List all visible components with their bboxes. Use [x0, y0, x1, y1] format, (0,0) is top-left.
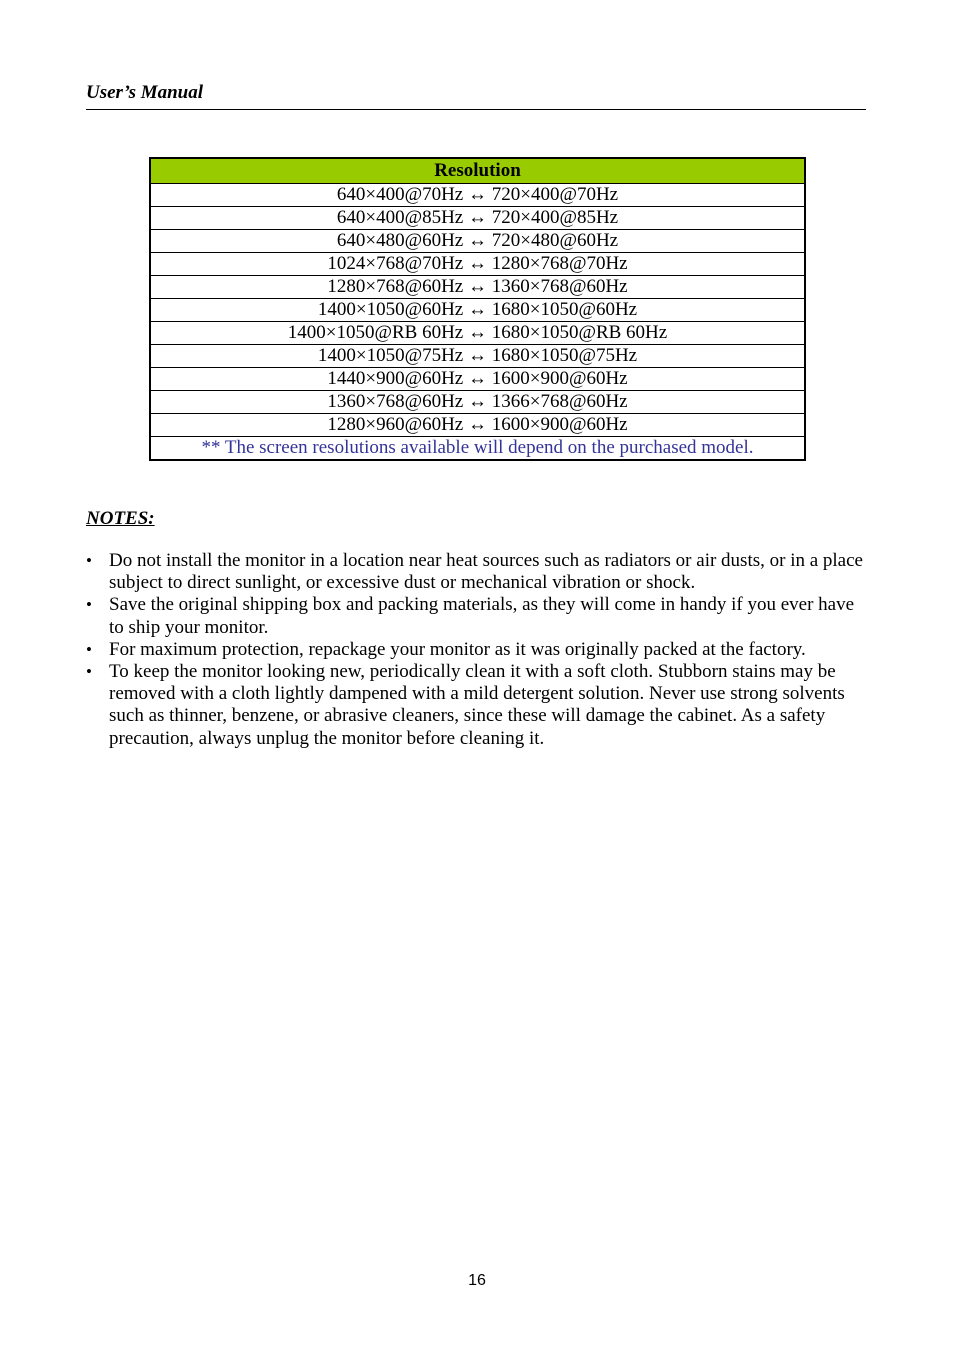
table-header-row [150, 158, 805, 184]
resolution-footnote: ** The screen resolutions available will depend on the purchased model. [150, 437, 805, 461]
list-item [86, 550, 868, 594]
bullet-icon: • [86, 551, 92, 570]
notes-heading: NOTES: [86, 508, 155, 529]
resolution-cell: 1400×1050@60Hz ↔ 1680×1050@60Hz [150, 299, 805, 322]
resolution-cell: 1280×960@60Hz ↔ 1600×900@60Hz [150, 414, 805, 437]
note-text: For maximum protection, repackage your monitor as it was originally packed at the factory. [109, 638, 806, 660]
table-row [150, 368, 805, 391]
table-row [150, 230, 805, 253]
note-text: Save the original shipping box and packing materials, as they will come in handy if you ever have to ship your monitor. [109, 594, 855, 638]
list-item [86, 639, 868, 661]
list-item [86, 594, 868, 638]
resolution-cell: 1024×768@70Hz ↔ 1280×768@70Hz [150, 253, 805, 276]
note-text: To keep the monitor looking new, periodically clean it with a soft cloth. Stubborn stains may be removed with a cloth lightly dampened with a mild detergent solution. Never use strong solvents such as thinner, benzene, or abrasive cleaners, since these will damage the cabinet. As a safety precaution, always unplug the monitor before cleaning it. [109, 661, 845, 749]
resolution-table [149, 157, 806, 461]
table-row [150, 414, 805, 437]
table-row [150, 207, 805, 230]
table-row [150, 299, 805, 322]
table-footnote-row [150, 437, 805, 461]
bullet-icon: • [86, 595, 92, 615]
resolution-cell: 640×480@60Hz ↔ 720×480@60Hz [150, 230, 805, 253]
resolution-cell: 640×400@85Hz ↔ 720×400@85Hz [150, 207, 805, 230]
notes-list [86, 550, 868, 750]
table-row [150, 391, 805, 414]
resolution-cell: 1280×768@60Hz ↔ 1360×768@60Hz [150, 276, 805, 299]
header-divider [86, 109, 866, 110]
resolution-cell: 1440×900@60Hz ↔ 1600×900@60Hz [150, 368, 805, 391]
table-row [150, 276, 805, 299]
table-row [150, 322, 805, 345]
bullet-icon: • [86, 662, 92, 682]
table-header-resolution: Resolution [150, 158, 805, 184]
resolution-cell: 1360×768@60Hz ↔ 1366×768@60Hz [150, 391, 805, 414]
bullet-icon: • [86, 639, 92, 659]
page-number: 16 [468, 1272, 486, 1289]
note-text: Do not install the monitor in a location near heat sources such as radiators or air dusts, or in a place subject to direct sunlight, or excessive dust or mechanical vibration or shock. [109, 550, 863, 594]
table-row [150, 345, 805, 368]
resolution-cell: 1400×1050@75Hz ↔ 1680×1050@75Hz [150, 345, 805, 368]
table-row [150, 253, 805, 276]
resolution-cell: 1400×1050@RB 60Hz ↔ 1680×1050@RB 60Hz [150, 322, 805, 345]
resolution-cell: 640×400@70Hz ↔ 720×400@70Hz [150, 184, 805, 207]
page-header-title: User’s Manual [86, 82, 204, 103]
list-item [86, 661, 868, 750]
table-row [150, 184, 805, 207]
